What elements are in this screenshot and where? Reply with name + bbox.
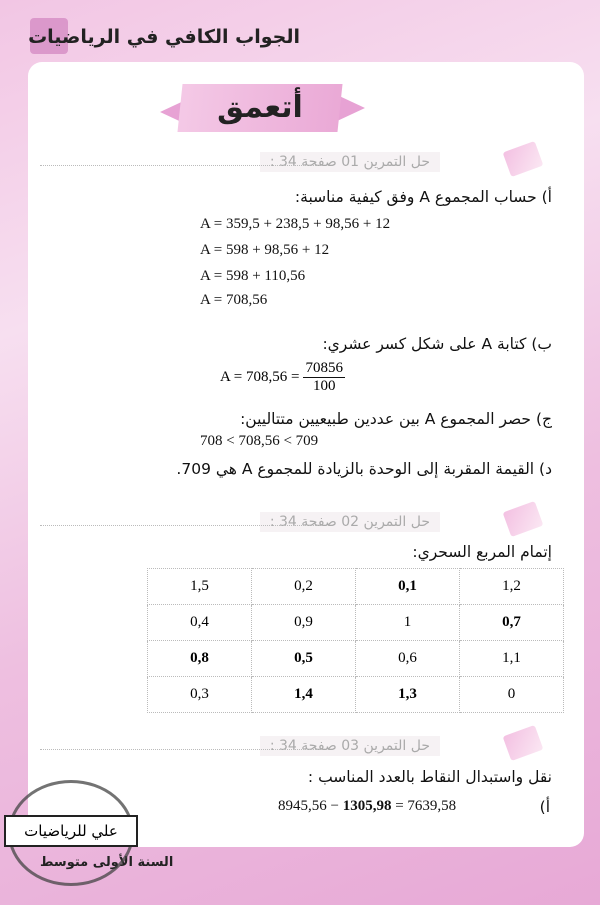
exercise3-heading: حل التمرين 03 صفحة 34 : [260,736,440,756]
eq-part: 8945,56 − [278,798,343,814]
part-c-text: ج) حصر المجموع A بين عددين طبيعيين متتاليين: [240,410,552,428]
table-cell: 0 [460,677,564,713]
label-a: أ) [539,798,550,816]
magic-square-table [147,568,564,713]
exercise3-instruction: نقل واستبدال النقاط بالعدد المناسب : [307,768,552,786]
equation-line: A = 598 + 110,56 [200,268,306,284]
table-cell: 0,9 [252,605,356,641]
table-cell: 1,4 [252,677,356,713]
table-cell: 1,3 [356,677,460,713]
inequality: 708 < 708,56 < 709 [200,433,319,449]
content-card [28,62,584,847]
table-cell: 1 [356,605,460,641]
table-cell: 1,2 [460,569,564,605]
numerator: 70856 [305,360,343,376]
fraction [303,360,345,395]
exercise2-instruction: إتمام المربع السحري: [412,543,552,561]
fraction-left: A = 708,56 = [220,369,300,385]
equation-line: A = 708,56 [200,292,268,308]
table-row [148,677,564,713]
table-cell: 0,6 [356,641,460,677]
book-title: الجواب الكافي في الرياضيات [28,26,300,48]
divider [40,165,320,166]
stamp-label: علي للرياضيات [4,815,138,847]
equation-line: A = 598 + 98,56 + 12 [200,242,330,258]
part-b-text: ب) كتابة A على شكل كسر عشري: [322,335,552,353]
table-cell: 0,4 [148,605,252,641]
equation-line: A = 359,5 + 238,5 + 98,56 + 12 [200,216,391,232]
part-d-text: د) القيمة المقربة إلى الوحدة بالزيادة للمجموع A هي 709. [176,460,552,478]
fraction-equation [220,360,345,395]
table-cell: 1,5 [148,569,252,605]
table-cell: 0,5 [252,641,356,677]
table-cell: 0,8 [148,641,252,677]
denominator: 100 [312,378,336,394]
exercise2-heading: حل التمرين 02 صفحة 34 : [260,512,440,532]
table-cell: 0,1 [356,569,460,605]
table-cell: 0,3 [148,677,252,713]
table-row [148,569,564,605]
section-title: أتعمق [217,90,303,125]
table-cell: 0,7 [460,605,564,641]
table-cell: 0,2 [252,569,356,605]
part-a-text: أ) حساب المجموع A وفق كيفية مناسبة: [294,188,552,206]
table-cell: 1,1 [460,641,564,677]
divider [40,749,320,750]
footer-level: السنة الأولى متوسط [40,855,174,870]
divider [40,525,320,526]
eq-filled-value: 1305,98 [342,798,392,814]
table-row [148,605,564,641]
table-row [148,641,564,677]
exercise1-heading: حل التمرين 01 صفحة 34 : [260,152,440,172]
equation-a [278,798,456,815]
eq-part: = 7639,58 [391,798,457,814]
